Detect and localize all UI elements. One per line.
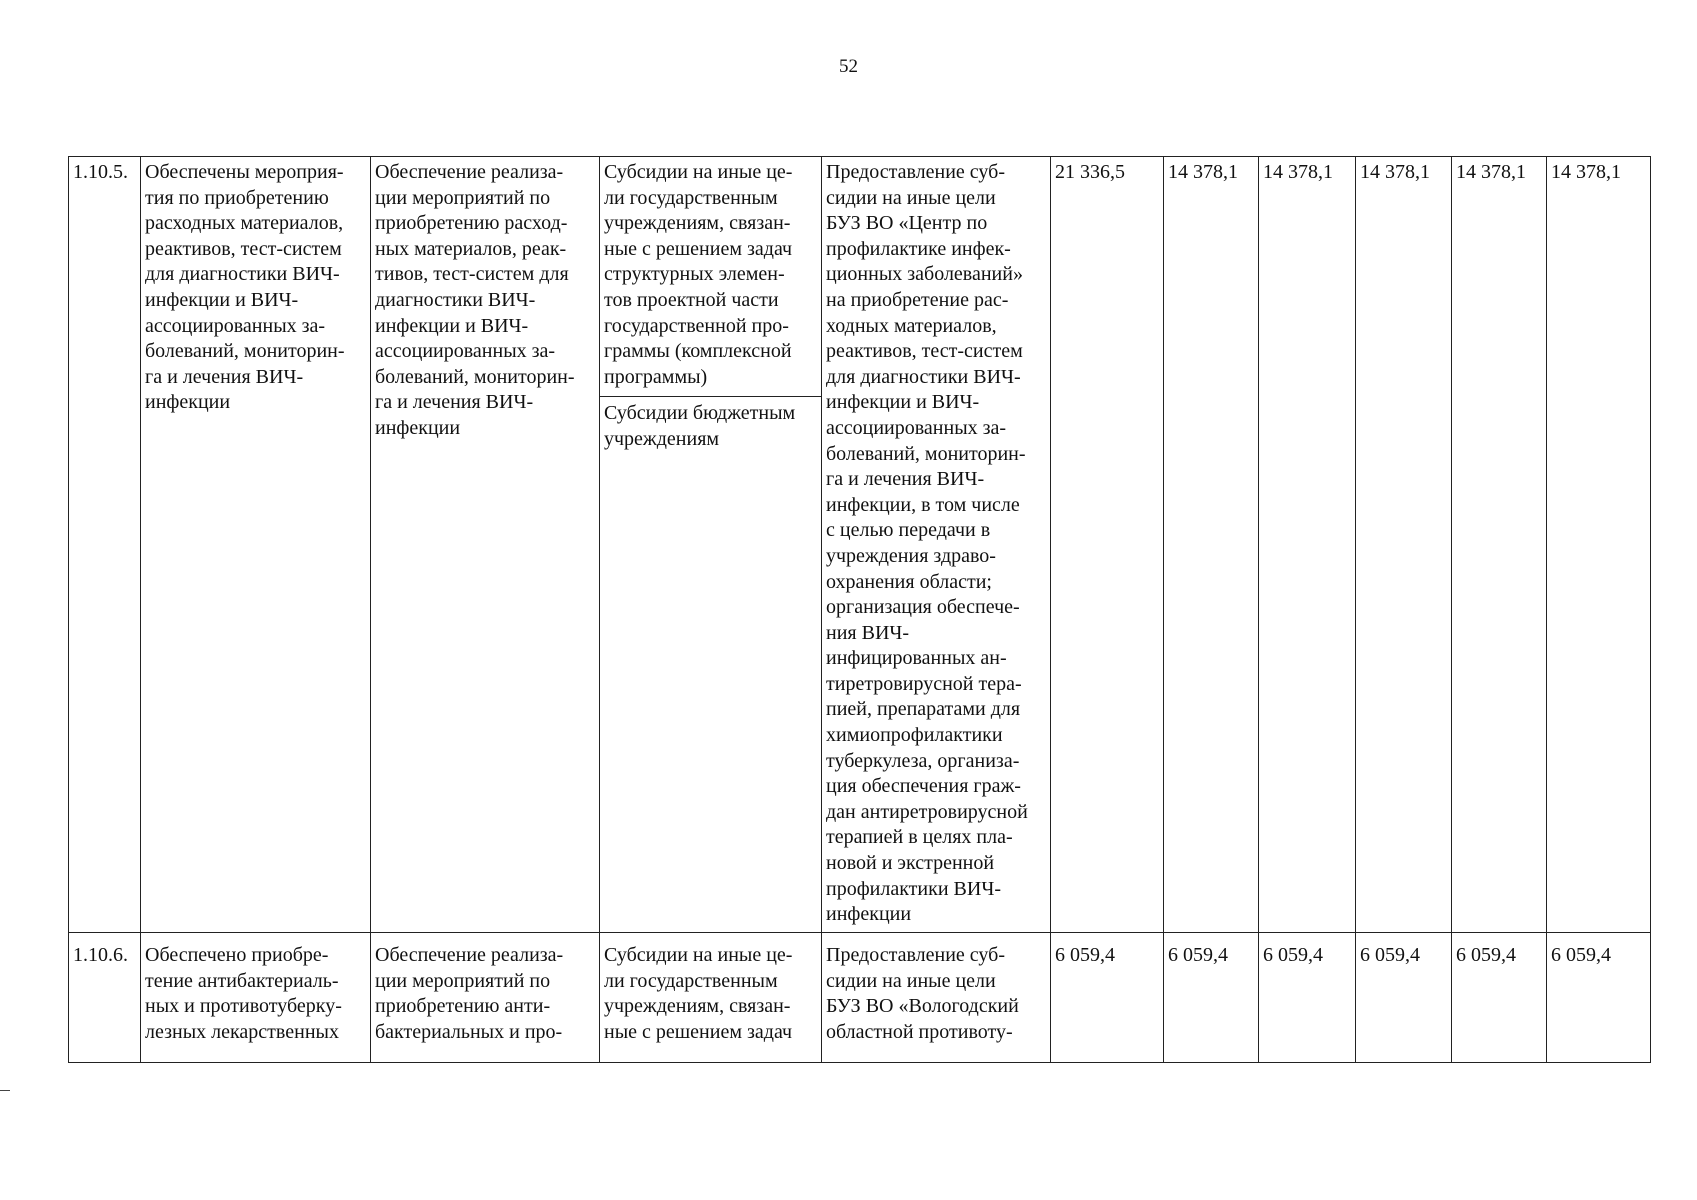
table-row bbox=[69, 157, 1651, 933]
measure-cell: Обеспечение реализа- ции мероприятий по приобретению анти- бактериальных и про- bbox=[371, 933, 600, 1063]
expense-type-cell: Субсидии на иные це- ли государственным учреждениям, связан- ные с решением задач bbox=[600, 933, 822, 1063]
value-cell: 14 378,1 bbox=[1259, 157, 1356, 933]
page-number: 52 bbox=[839, 56, 858, 77]
value-cell: 14 378,1 bbox=[1164, 157, 1259, 933]
value-cell: 14 378,1 bbox=[1452, 157, 1547, 933]
result-cell: Обеспечены мероприя- тия по приобретению расходных материалов, реактивов, тест-систем для диагностики ВИЧ- инфекции и ВИЧ- ассоциированных за- болеваний, мониторин- га и лечения ВИЧ- инфекции bbox=[141, 157, 371, 933]
value-cell: 14 378,1 bbox=[1547, 157, 1651, 933]
expense-type-cell bbox=[600, 157, 822, 933]
expense-type-primary: Субсидии на иные це- ли государственным учреждениям, связан- ные с решением задач структурных элемен- тов проектной части государственной про- граммы (комплексной программы) bbox=[604, 161, 793, 388]
row-code: 1.10.6. bbox=[69, 933, 141, 1063]
description-cell: Предоставление суб- сидии на иные цели БУЗ ВО «Вологодский областной противоту- bbox=[822, 933, 1051, 1063]
table-row bbox=[69, 933, 1651, 1063]
value-cell: 6 059,4 bbox=[1164, 933, 1259, 1063]
value-cell: 6 059,4 bbox=[1452, 933, 1547, 1063]
value-cell: 6 059,4 bbox=[1356, 933, 1452, 1063]
value-cell: 6 059,4 bbox=[1547, 933, 1651, 1063]
expense-type-secondary: Субсидии бюджетным учреждениям bbox=[600, 396, 821, 452]
row-code: 1.10.5. bbox=[69, 157, 141, 933]
value-cell: 21 336,5 bbox=[1051, 157, 1164, 933]
value-cell: 14 378,1 bbox=[1356, 157, 1452, 933]
value-cell: 6 059,4 bbox=[1259, 933, 1356, 1063]
description-cell: Предоставление суб- сидии на иные цели БУЗ ВО «Центр по профилактике инфек- ционных заболеваний» на приобретение рас- ходных материалов, реактивов, тест-систем для диагностики ВИЧ- инфекции и ВИЧ- ассоциированных за- болеваний, мониторин- га и лечения ВИЧ- инфекции, в том числе с целью передачи в учреждения здраво- охранения области; организация обеспече- ния ВИЧ- инфицированных ан- тиретровирусной тера- пией, препаратами для химиопрофилактики туберкулеза, организа- ция обеспечения граж- дан антиретровирусной терапией в целях пла- новой и экстренной профилактики ВИЧ- инфекции bbox=[822, 157, 1051, 933]
margin-mark bbox=[0, 1090, 10, 1091]
budget-table bbox=[68, 156, 1651, 1063]
result-cell: Обеспечено приобре- тение антибактериаль- ных и противотуберку- лезных лекарственных bbox=[141, 933, 371, 1063]
value-cell: 6 059,4 bbox=[1051, 933, 1164, 1063]
measure-cell: Обеспечение реализа- ции мероприятий по приобретению расход- ных материалов, реак- тивов, тест-систем для диагностики ВИЧ- инфекции и ВИЧ- ассоциированных за- болеваний, мониторин- га и лечения ВИЧ- инфекции bbox=[371, 157, 600, 933]
